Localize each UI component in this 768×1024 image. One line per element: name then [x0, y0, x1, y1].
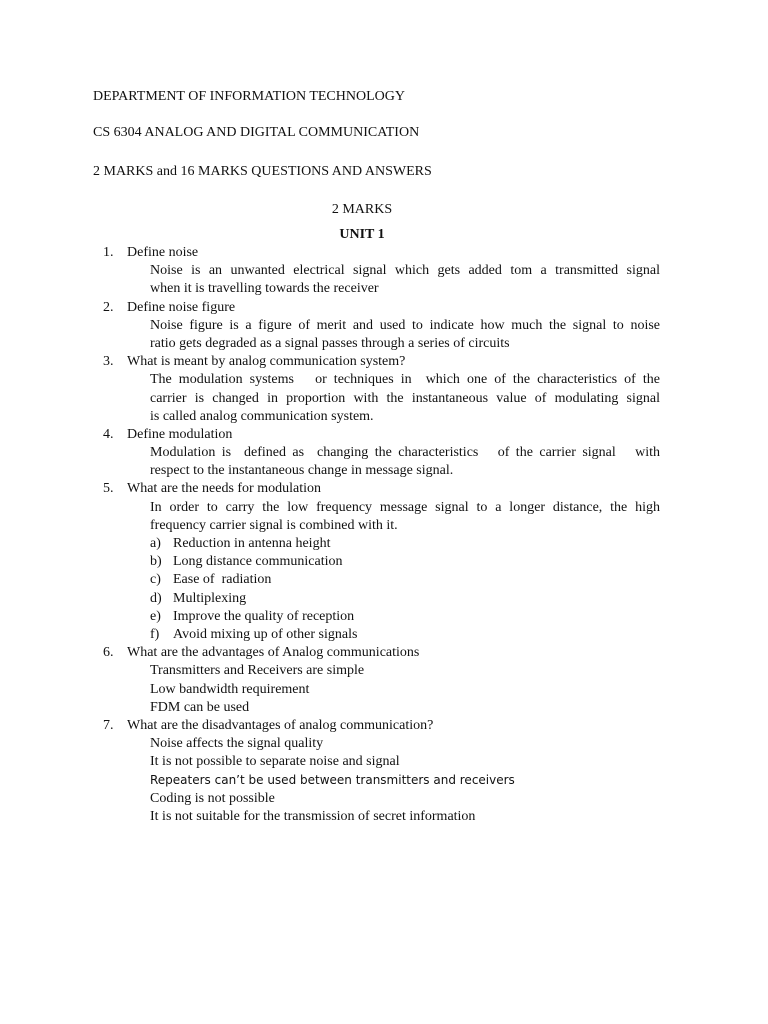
- answer-text: Modulation is defined as changing the characteristics of the carrier signal with: [150, 445, 660, 461]
- answer-text: Noise figure is a figure of merit and used to indicate how much the signal to noise: [150, 317, 660, 333]
- question-text: Define noise figure: [127, 299, 236, 315]
- sub-item-label: b): [150, 554, 162, 570]
- answer-text: The modulation systems or techniques in which one of the characteristics of the: [150, 372, 660, 388]
- answer-text: In order to carry the low frequency message signal to a longer distance, the high: [150, 499, 660, 515]
- question-text: What is meant by analog communication system?: [127, 354, 406, 370]
- question-item: [0, 717, 768, 735]
- department-heading: DEPARTMENT OF INFORMATION TECHNOLOGY: [93, 89, 405, 104]
- answer-text: Repeaters can’t be used between transmitters and receivers: [150, 773, 515, 788]
- sub-item-text: Multiplexing: [173, 590, 247, 606]
- answer-text: frequency carrier signal is combined with it.: [150, 517, 398, 533]
- answer-line: [0, 735, 768, 753]
- answer-text: It is not suitable for the transmission of secret information: [150, 808, 476, 824]
- answer-line: [0, 681, 768, 699]
- answer-line: [0, 790, 768, 808]
- unit-heading: UNIT 1: [339, 227, 385, 242]
- sub-item-label: a): [150, 536, 161, 551]
- answer-line: [0, 662, 768, 680]
- sub-item: [0, 590, 768, 608]
- answer-text: when it is travelling towards the receiver: [150, 281, 379, 297]
- sub-item-text: Avoid mixing up of other signals: [173, 626, 358, 642]
- answer-line: [0, 753, 768, 771]
- document-subtitle: 2 MARKS and 16 MARKS QUESTIONS AND ANSWERS: [93, 164, 432, 179]
- answer-line: [0, 371, 768, 389]
- question-text: Define noise: [127, 245, 199, 260]
- question-item: [0, 644, 768, 662]
- sub-item: [0, 608, 768, 626]
- course-heading: CS 6304 ANALOG AND DIGITAL COMMUNICATION: [93, 125, 420, 140]
- question-number: 1.: [103, 245, 114, 260]
- sub-item-label: d): [150, 590, 162, 606]
- sub-item-label: e): [150, 608, 161, 624]
- answer-text: It is not possible to separate noise and signal: [150, 754, 400, 770]
- answer-line: [0, 517, 768, 535]
- question-text: What are the disadvantages of analog communication?: [127, 717, 434, 733]
- sub-item-text: Ease of radiation: [173, 572, 272, 588]
- question-number: 3.: [103, 354, 114, 370]
- sub-item: [0, 571, 768, 589]
- question-item: [0, 353, 768, 371]
- answer-text: Noise is an unwanted electrical signal which gets added tom a transmitted signal: [150, 263, 660, 279]
- answer-text: Coding is not possible: [150, 790, 275, 806]
- question-number: 7.: [103, 717, 114, 733]
- answer-line: [0, 771, 768, 789]
- sub-item: [0, 535, 768, 553]
- question-number: 2.: [103, 299, 114, 315]
- answer-line: [0, 444, 768, 462]
- sub-item-text: Reduction in antenna height: [173, 536, 331, 551]
- answer-text: respect to the instantaneous change in message signal.: [150, 463, 454, 479]
- question-number: 5.: [103, 481, 114, 497]
- question-item: [0, 299, 768, 317]
- answer-line: [0, 335, 768, 353]
- answer-line: [0, 262, 768, 280]
- sub-item-label: c): [150, 572, 161, 588]
- answer-text: Noise affects the signal quality: [150, 736, 324, 752]
- question-item: [0, 244, 768, 262]
- answer-text: Transmitters and Receivers are simple: [150, 663, 365, 679]
- answer-line: [0, 499, 768, 517]
- question-number: 4.: [103, 426, 114, 442]
- sub-item-text: Long distance communication: [173, 554, 343, 570]
- answer-text: carrier is changed in proportion with the instantaneous value of modulating signal: [150, 390, 660, 406]
- answer-text: is called analog communication system.: [150, 408, 374, 424]
- question-list: [0, 244, 768, 826]
- answer-line: [0, 390, 768, 408]
- section-marks-heading: 2 MARKS: [331, 202, 393, 217]
- answer-line: [0, 699, 768, 717]
- answer-line: [0, 408, 768, 426]
- question-text: What are the advantages of Analog communications: [127, 645, 420, 661]
- answer-line: [0, 280, 768, 298]
- sub-item: [0, 553, 768, 571]
- question-text: What are the needs for modulation: [127, 481, 321, 497]
- sub-item-label: f): [150, 626, 160, 642]
- answer-line: [0, 808, 768, 826]
- question-number: 6.: [103, 645, 114, 661]
- answer-line: [0, 462, 768, 480]
- answer-text: FDM can be used: [150, 699, 250, 715]
- answer-text: Low bandwidth requirement: [150, 681, 310, 697]
- question-text: Define modulation: [127, 426, 233, 442]
- question-item: [0, 480, 768, 498]
- sub-item-text: Improve the quality of reception: [173, 608, 355, 624]
- answer-line: [0, 317, 768, 335]
- answer-text: ratio gets degraded as a signal passes through a series of circuits: [150, 335, 510, 351]
- sub-item: [0, 626, 768, 644]
- question-item: [0, 426, 768, 444]
